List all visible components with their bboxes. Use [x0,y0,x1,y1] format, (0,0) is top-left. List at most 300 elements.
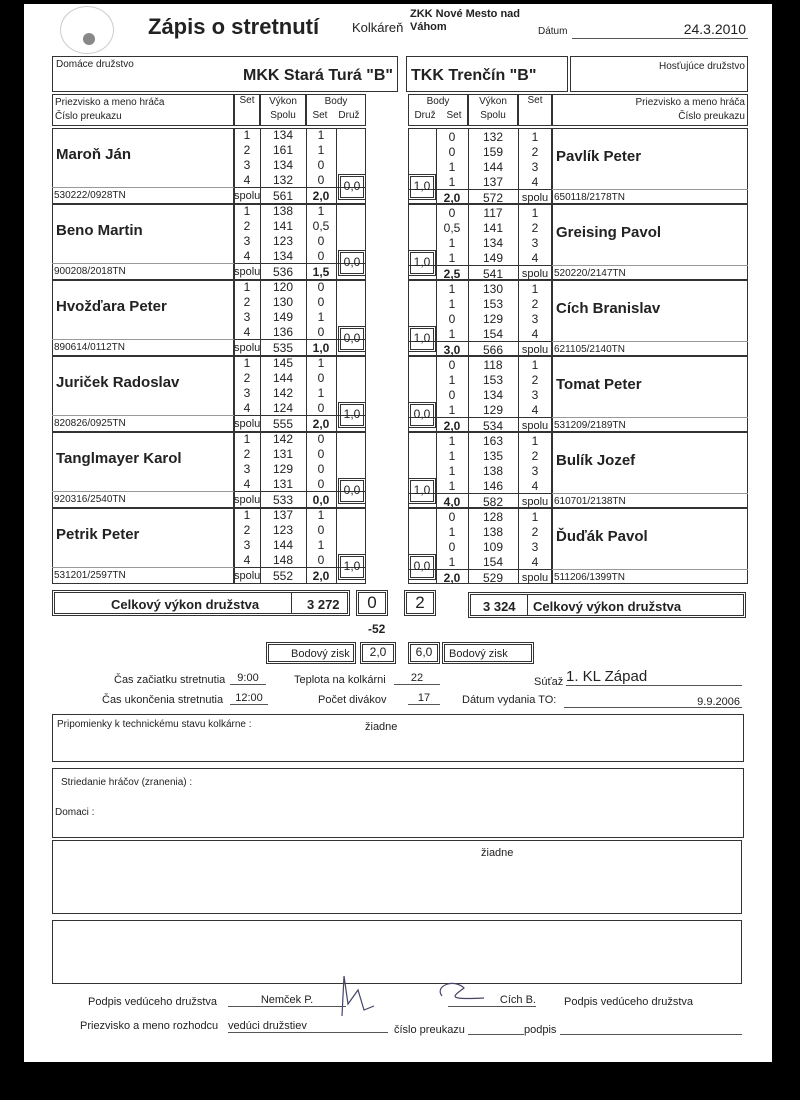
home-total-points: 1,0 [312,341,330,355]
away-header-set [518,94,552,126]
home-license-divider [52,491,234,492]
away-license-divider [552,493,748,494]
away-set-points: 0 [448,540,456,554]
home-set-points: 0 [317,280,325,294]
away-player-name: Greising Pavol [556,224,662,241]
away-set-score: 153 [482,297,504,311]
home-set-points: 0 [317,249,325,263]
home-total-score: 536 [272,265,294,279]
match-block [52,128,748,204]
away-player-name: Ďuďák Pavol [556,528,648,545]
away-set-score: 109 [482,540,504,554]
home-set-number: 4 [243,401,251,415]
home-set-points: 0 [317,447,325,461]
home-set-points: 1 [317,204,325,218]
home-header-body [306,94,366,126]
home-player-name: Juriček Radoslav [56,374,180,391]
away-set-number: 2 [531,449,539,463]
away-total-points: 2,5 [443,267,461,281]
away-set-score: 117 [483,206,503,220]
home-team-label: Domáce družstvo [56,59,134,70]
home-team-point: 0,0 [338,174,366,200]
match-block [52,508,748,584]
home-total-points: 1,5 [312,265,330,279]
to-field [564,694,742,708]
away-team-box [406,56,568,92]
substitutions-box [52,768,744,838]
license-field [468,1034,524,1035]
away-set-number: 4 [531,555,539,569]
home-set-score: 132 [272,173,294,187]
away-header-body-set: Set [446,110,462,121]
temp-label: Teplota na kolkárni [294,674,386,686]
grid-col-line [336,432,337,508]
home-set-score: 134 [272,128,294,142]
home-set-points: 0 [317,401,325,415]
away-set-number: 2 [531,373,539,387]
home-set-number: 2 [243,295,251,309]
away-player-license: 511206/1399TN [554,572,625,583]
home-set-points: 0 [317,553,325,567]
away-match-points-value: 2 [415,593,425,612]
away-license-divider [552,569,748,570]
home-header-vykon [260,94,306,126]
page-title: Zápis o stretnutí [148,14,320,39]
match-block [52,204,748,280]
home-team-name: MKK Stará Turá "B" [242,67,393,84]
home-set-score: 130 [272,295,294,309]
home-sum-label: spolu [234,190,261,202]
away-set-points: 0 [448,388,456,402]
away-set-points: 0 [448,130,456,144]
home-set-points: 1 [317,128,325,142]
home-set-points: 0 [317,234,325,248]
home-license-divider [52,263,234,264]
away-bodovy-zisk-label-box [442,642,534,664]
home-bodovy-zisk-label-box [266,642,356,664]
home-header-license: Číslo preukazu [55,111,122,122]
referee-label: Priezvisko a meno rozhodcu [80,1020,219,1032]
away-set-number: 3 [531,464,539,478]
alley-label: Kolkáreň [352,20,404,35]
home-set-number: 1 [243,280,251,294]
away-set-points: 1 [448,251,456,265]
away-substitutions-box [52,840,742,914]
away-total-score: 582 [482,495,504,509]
away-set-score: 137 [482,175,504,189]
home-set-score: 134 [272,249,294,263]
home-leader-name: Nemček P. [228,994,346,1007]
away-total-points: 2,0 [443,571,461,585]
sign-label: podpis [524,1024,557,1036]
home-bodovy-zisk [360,642,396,664]
home-total-box [52,590,350,616]
away-player-license: 650118/2178TN [554,192,625,203]
home-player-license: 890614/0112TN [54,342,125,353]
home-header-spolu-label: Spolu [270,110,296,121]
away-total-points: 2,0 [443,419,461,433]
license-label: číslo preukazu [394,1024,465,1036]
away-set-score: 132 [482,130,504,144]
away-header-vykon-label: Výkon [479,96,507,107]
spectators-value: 17 [408,692,440,705]
home-player-name: Maroň Ján [56,146,132,163]
away-player-license: 531209/2189TN [554,420,626,431]
home-set-number: 1 [243,432,251,446]
away-set-score: 163 [482,434,504,448]
home-set-number: 1 [243,356,251,370]
away-sum-label: spolu [521,344,549,356]
away-set-points: 1 [448,175,456,189]
away-set-number: 3 [531,236,539,250]
home-set-number: 2 [243,371,251,385]
away-team-point: 0,0 [408,402,436,428]
date-value: 24.3.2010 [683,21,746,37]
away-total-score: 566 [482,343,504,357]
away-set-score: 129 [482,403,504,417]
away-set-score: 128 [482,510,504,524]
away-set-score: 134 [482,388,504,402]
home-total-points: 0,0 [312,493,330,507]
away-total-value: 3 324 [483,599,516,614]
grid-col-line [336,128,337,204]
home-set-points: 1 [317,143,325,157]
home-set-score: 134 [272,158,294,172]
home-bodovy-zisk-value: 2,0 [369,645,387,659]
away-sum-label: spolu [521,496,549,508]
home-team-point: 0,0 [338,478,366,504]
home-header-body-label: Body [324,96,348,107]
away-set-number: 1 [531,130,539,144]
home-team-point: 1,0 [338,402,366,428]
league-value: 1. KL Západ [566,668,742,686]
league-label: Súťaž [534,676,564,688]
away-set-number: 1 [531,206,539,220]
away-team-point: 0,0 [408,554,436,580]
home-total-points: 2,0 [312,569,330,583]
home-license-divider [52,187,234,188]
alley-name-line2: Váhom [410,21,447,33]
away-set-points: 1 [448,479,456,493]
home-leader-label: Podpis vedúceho družstva [88,996,218,1008]
home-set-points: 0 [317,523,325,537]
end-value: 12:00 [230,692,268,705]
home-total-score: 535 [272,341,294,355]
away-set-score: 138 [482,525,504,539]
away-set-number: 3 [531,388,539,402]
home-set-points: 0,5 [312,219,330,233]
home-player-license: 920316/2540TN [54,494,126,505]
home-player-license: 531201/2597TN [54,570,126,581]
away-header-player-name: Priezvisko a meno hráča [635,97,745,108]
away-header-set-label: Set [527,95,543,106]
home-license-divider [52,339,234,340]
end-label: Čas ukončenia stretnutia [102,694,224,706]
sign-field [560,1034,742,1035]
home-header-body-druz: Druž [338,110,360,121]
home-set-score: 144 [272,538,294,552]
home-set-number: 3 [243,386,251,400]
start-label: Čas začiatku stretnutia [114,674,226,686]
home-total-score: 555 [272,417,294,431]
away-set-points: 0,5 [443,221,461,235]
away-set-points: 0 [448,206,456,220]
grid-col-line [336,356,337,432]
tech-remarks-box [52,714,744,762]
match-block [52,356,748,432]
home-set-score: 124 [272,401,294,415]
home-set-score: 145 [272,356,294,370]
away-license-divider [552,341,748,342]
to-value: 9.9.2006 [697,696,740,708]
away-sum-label: spolu [521,572,549,584]
home-sum-label: spolu [234,418,261,430]
away-total-score: 541 [482,267,504,281]
away-set-score: 144 [482,160,504,174]
away-team-point: 1,0 [408,250,436,276]
home-set-number: 2 [243,143,251,157]
away-sum-label: spolu [521,268,549,280]
away-set-points: 1 [448,449,456,463]
start-value: 9:00 [230,672,266,685]
home-header-set-label: Set [239,95,255,106]
home-set-score: 144 [272,371,294,385]
alley-name-line1: ZKK Nové Mesto nad [410,8,521,20]
away-player-license: 610701/2138TN [554,496,626,507]
home-set-score: 142 [272,432,294,446]
home-player-name: Beno Martin [56,222,143,239]
home-set-points: 0 [317,173,325,187]
home-set-number: 4 [243,553,251,567]
home-set-number: 2 [243,447,251,461]
away-set-points: 1 [448,297,456,311]
home-set-score: 137 [272,508,294,522]
home-match-points-value: 0 [367,593,377,612]
home-set-points: 1 [317,310,325,324]
results-table [52,94,748,584]
home-set-points: 0 [317,371,325,385]
away-header-spolu-label: Spolu [480,110,506,121]
away-header-vykon [468,94,518,126]
away-team-point: 1,0 [408,478,436,504]
referee-value: vedúci družstiev [228,1020,388,1033]
home-team-box [52,56,398,92]
home-team-point: 0,0 [338,250,366,276]
home-sum-label: spolu [234,342,261,354]
grid-col-line [336,280,337,356]
away-player-license: 520220/2147TN [554,268,626,279]
home-bodovy-zisk-label: Bodový zisk [291,648,350,660]
away-set-score: 129 [482,312,504,326]
away-set-score: 141 [482,221,504,235]
home-set-number: 3 [243,462,251,476]
home-total-score: 552 [272,569,294,583]
to-label: Dátum vydania TO: [462,694,557,706]
home-set-number: 1 [243,204,251,218]
away-set-score: 118 [483,358,503,372]
date-field [572,18,748,39]
away-set-number: 1 [531,282,539,296]
home-set-number: 2 [243,219,251,233]
away-header-license: Číslo preukazu [678,111,745,122]
home-set-score: 138 [272,204,294,218]
away-leader-label: Podpis vedúceho družstva [564,996,694,1008]
away-set-points: 1 [448,464,456,478]
home-set-number: 3 [243,538,251,552]
away-set-score: 146 [482,479,504,493]
home-player-license: 530222/0928TN [54,190,126,201]
home-team-point: 1,0 [338,554,366,580]
grid-col-line [336,508,337,584]
home-set-number: 1 [243,508,251,522]
home-player-license: 820826/0925TN [54,418,126,429]
away-set-number: 1 [531,358,539,372]
away-player-license: 621105/2140TN [554,344,625,355]
away-set-number: 3 [531,540,539,554]
away-set-points: 0 [448,312,456,326]
away-total-points: 4,0 [443,495,461,509]
away-bodovy-zisk [408,642,440,664]
away-set-points: 0 [448,510,456,524]
away-set-score: 159 [482,145,504,159]
home-total-score: 533 [272,493,294,507]
home-set-score: 161 [272,143,294,157]
home-set-number: 4 [243,325,251,339]
match-record-sheet [24,4,772,1062]
away-header-body-druz: Druž [414,110,436,121]
spectators-label: Počet divákov [318,694,387,706]
home-header-vykon-label: Výkon [269,96,297,107]
home-set-points: 1 [317,538,325,552]
away-total-points: 2,0 [443,191,461,205]
home-total-points: 2,0 [312,417,330,431]
away-set-number: 2 [531,221,539,235]
away-set-number: 2 [531,145,539,159]
away-sum-label: spolu [521,192,549,204]
home-sum-label: spolu [234,494,261,506]
away-set-points: 1 [448,282,456,296]
home-set-points: 0 [317,462,325,476]
away-set-points: 1 [448,236,456,250]
away-total-score: 529 [482,571,504,585]
home-set-score: 123 [272,234,294,248]
away-set-score: 130 [482,282,504,296]
home-set-number: 2 [243,523,251,537]
home-set-points: 1 [317,386,325,400]
away-set-score: 149 [482,251,504,265]
away-set-number: 4 [531,403,539,417]
away-set-number: 4 [531,175,539,189]
away-set-number: 1 [531,434,539,448]
away-total-label: Celkový výkon družstva [533,599,682,614]
home-set-score: 141 [272,219,294,233]
club-logo-icon [60,6,114,54]
away-total-score: 572 [482,191,504,205]
away-team-label-box [570,56,748,92]
home-player-name: Petrik Peter [56,526,140,543]
home-player-license: 900208/2018TN [54,266,126,277]
home-set-number: 1 [243,128,251,142]
away-player-name: Tomat Peter [556,376,642,393]
away-team-point: 1,0 [408,326,436,352]
home-set-points: 1 [317,356,325,370]
away-set-points: 1 [448,525,456,539]
home-total-label: Celkový výkon družstva [111,597,260,612]
away-team-label: Hosťujúce družstvo [658,61,745,72]
home-license-divider [52,415,234,416]
home-set-points: 0 [317,158,325,172]
home-sum-label: spolu [234,570,261,582]
away-license-divider [552,189,748,190]
away-set-score: 134 [482,236,504,250]
away-set-points: 1 [448,403,456,417]
away-player-name: Pavlík Peter [556,148,642,165]
away-player-name: Bulík Jozef [556,452,636,469]
home-set-score: 120 [272,280,294,294]
grid-col-line [336,204,337,280]
away-set-number: 2 [531,525,539,539]
home-set-points: 0 [317,295,325,309]
away-sum-label: spolu [521,420,549,432]
away-license-divider [552,265,748,266]
away-set-number: 2 [531,297,539,311]
home-set-score: 131 [272,477,294,491]
away-set-points: 1 [448,160,456,174]
home-set-number: 4 [243,173,251,187]
match-block [52,280,748,356]
match-block [52,432,748,508]
date-label: Dátum [538,26,568,37]
away-leader-name: Cích B. [448,994,536,1007]
home-player-name: Hvožďara Peter [56,298,167,315]
away-set-points: 0 [448,358,456,372]
away-substitutions-value: žiadne [481,847,514,859]
home-match-points [356,590,388,616]
home-set-number: 4 [243,477,251,491]
away-set-points: 1 [448,555,456,569]
away-team-point: 1,0 [408,174,436,200]
away-set-number: 3 [531,160,539,174]
substitutions-home-label: Domaci : [55,807,95,818]
home-header-body-set: Set [312,110,328,121]
home-sum-label: spolu [234,266,261,278]
away-total-score: 534 [482,419,504,433]
away-set-points: 0 [448,145,456,159]
away-set-number: 3 [531,312,539,326]
home-set-points: 0 [317,477,325,491]
home-total-value: 3 272 [307,597,340,612]
home-total-points: 2,0 [312,189,330,203]
away-bodovy-zisk-label: Bodový zisk [449,648,508,660]
home-set-score: 123 [272,523,294,537]
away-set-score: 138 [482,464,504,478]
home-set-score: 131 [272,447,294,461]
tech-remarks-label: Pripomienky k technickému stavu kolkárne : [57,719,252,730]
away-header-body [408,94,468,126]
home-set-score: 148 [272,553,294,567]
home-set-points: 1 [317,508,325,522]
away-set-points: 1 [448,434,456,448]
home-player-name: Tanglmayer Karol [56,450,182,467]
tech-remarks-value: žiadne [365,721,398,733]
home-license-divider [52,567,234,568]
away-set-number: 4 [531,327,539,341]
notes-box [52,920,742,984]
away-player-name: Cích Branislav [556,300,661,317]
home-header-player-name: Priezvisko a meno hráča [55,97,165,108]
away-header-body-label: Body [426,96,450,107]
home-header-set [234,94,260,126]
